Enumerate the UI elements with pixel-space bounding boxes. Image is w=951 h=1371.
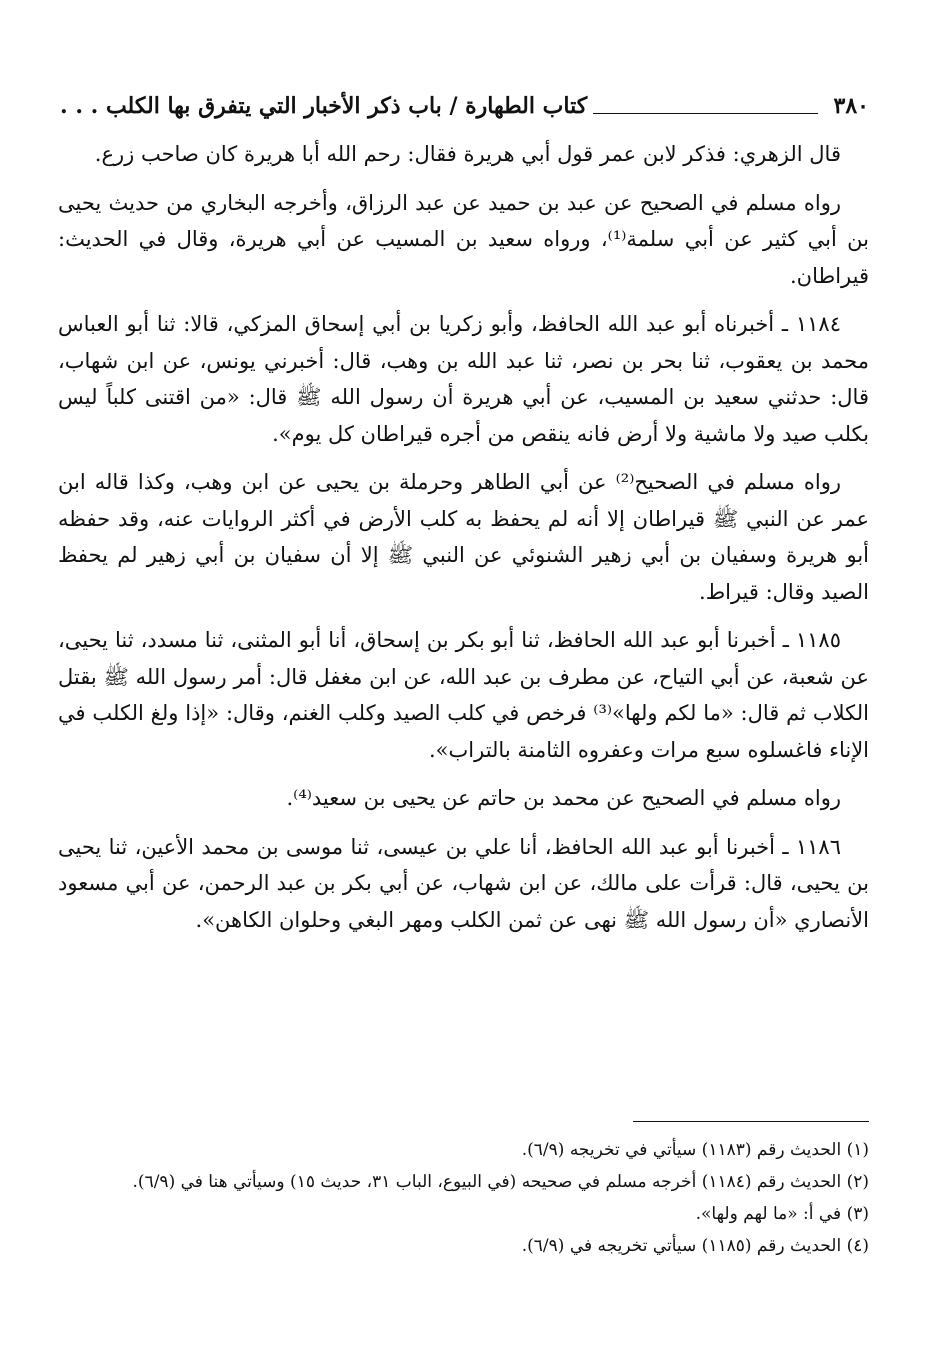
footnote: (٣) في أ: «ما لهم ولها». <box>695 1204 869 1224</box>
main-text <box>58 136 869 950</box>
hadith-1185: ١١٨٥ ـ أخبرنا أبو عبد الله الحافظ، ثنا أبو بكر بن إسحاق، أنا أبو المثنى، ثنا مسدد، ثنا يحيى، عن شعبة، عن أبي التياح، عن مطرف بن عبد الله، عن ابن مغفل قال: أمر رسول الله ﷺ بقتل الكلاب ثم قال: «ما لكم ولها»⁽³⁾ فرخص في كلب الصيد وكلب الغنم، وقال: «إذا ولغ الكلب في الإناء فاغسلوه سبع مرات وعفروه الثامنة بالتراب». <box>58 628 869 762</box>
footnote: (١) الحديث رقم (١١٨٣) سيأتي في تخريجه (٦/٩). <box>521 1140 869 1160</box>
page-number: ٣٨٠ <box>833 93 869 119</box>
paragraph: رواه مسلم في الصحيح⁽²⁾ عن أبي الطاهر وحرملة بن يحيى عن ابن وهب، وكذا قاله ابن عمر عن النبي ﷺ قيراطان إلا أنه لم يحفظ به كلب الأرض في أكثر الروايات عنه، وقد حفظه أبو هريرة وسفيان بن أبي زهير الشنوئي عن النبي ﷺ إلا أن سفيان بن أبي زهير لم يحفظ الصيد وقال: قيراط. <box>58 470 869 604</box>
running-header <box>60 86 869 126</box>
hadith-1186: ١١٨٦ ـ أخبرنا أبو عبد الله الحافظ، أنا علي بن عيسى، ثنا موسى بن محمد الأعين، ثنا يحيى بن يحيى، قال: قرأت على مالك، عن ابن شهاب، عن أبي بكر بن عبد الرحمن، عن أبي مسعود الأنصاري «أن رسول الله ﷺ نهى عن ثمن الكلب ومهر البغي وحلوان الكاهن». <box>58 834 869 932</box>
footnotes <box>58 1136 869 1264</box>
paragraph: رواه مسلم في الصحيح عن عبد بن حميد عن عبد الرزاق، وأخرجه البخاري من حديث يحيى بن أبي كثير عن أبي سلمة⁽¹⁾، ورواه سعيد بن المسيب عن أبي هريرة، وقال في الحديث: قيراطان. <box>58 190 869 288</box>
footnote-separator <box>633 1121 869 1122</box>
footnote: (٤) الحديث رقم (١١٨٥) سيأتي تخريجه في (٦/٩). <box>521 1236 869 1256</box>
running-title: كتاب الطهارة / باب ذكر الأخبار التي يتفرق بها الكلب . . . <box>60 93 588 119</box>
paragraph: رواه مسلم في الصحيح عن محمد بن حاتم عن يحيى بن سعيد⁽⁴⁾. <box>286 786 841 810</box>
header-rule <box>593 99 817 114</box>
footnote: (٢) الحديث رقم (١١٨٤) أخرجه مسلم في صحيحه (في البيوع، الباب ٣١، حديث ١٥) وسيأتي هنا في (٦/٩). <box>132 1172 869 1192</box>
paragraph: قال الزهري: فذكر لابن عمر قول أبي هريرة فقال: رحم الله أبا هريرة كان صاحب زرع. <box>94 142 841 166</box>
hadith-1184: ١١٨٤ ـ أخبرناه أبو عبد الله الحافظ، وأبو زكريا بن أبي إسحاق المزكي، قالا: ثنا أبو العباس محمد بن يعقوب، ثنا بحر بن نصر، ثنا عبد الله بن وهب، قال: أخبرني يونس، عن ابن شهاب، قال: حدثني سعيد بن المسيب، عن أبي هريرة أن رسول الله ﷺ قال: «من اقتنى كلباً ليس بكلب صيد ولا ماشية ولا أرض فانه ينقص من أجره قيراطان كل يوم». <box>58 312 869 446</box>
